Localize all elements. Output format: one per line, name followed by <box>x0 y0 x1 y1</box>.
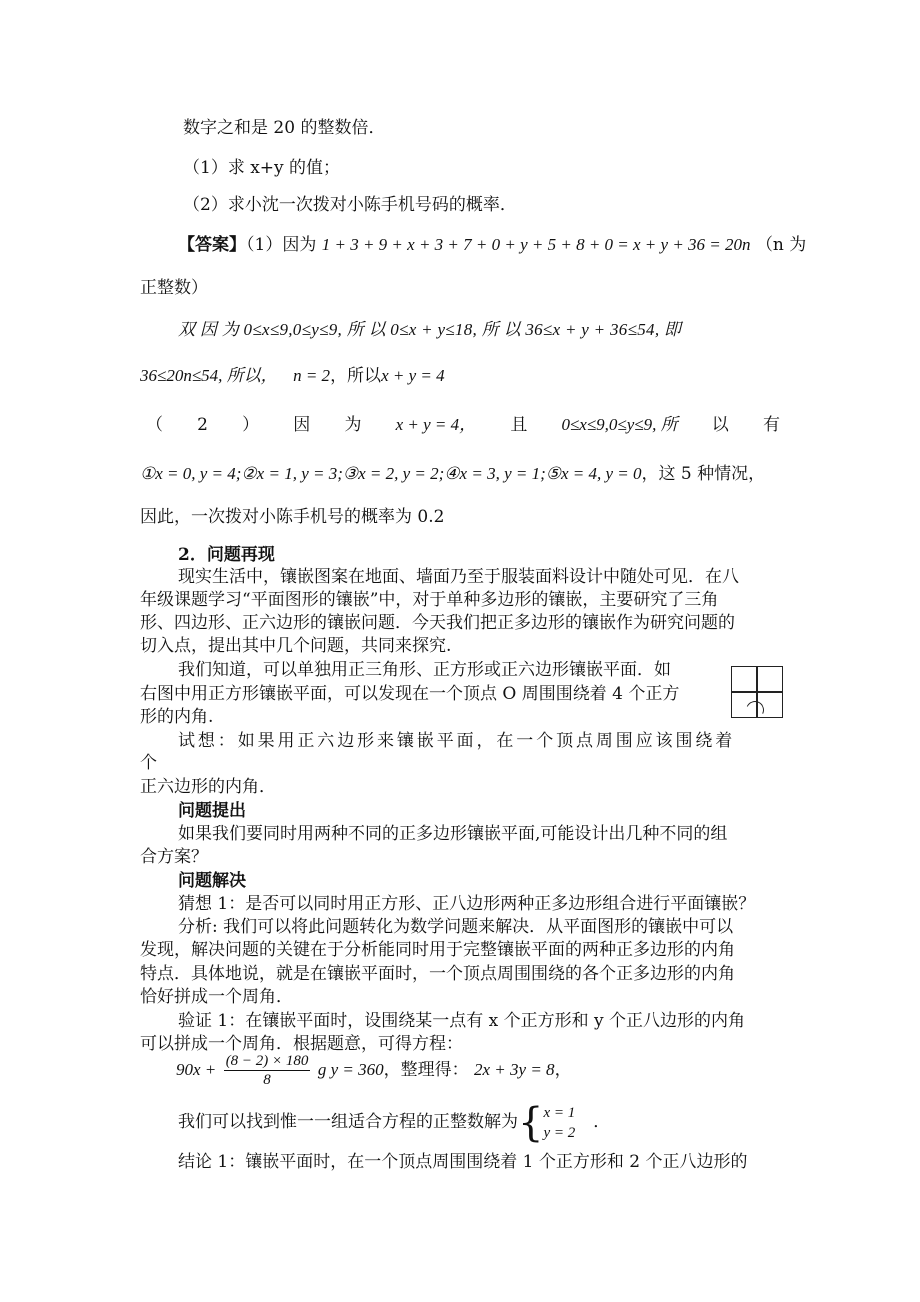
paragraph-line: 特点．具体地说，就是在镶嵌平面时，一个顶点周围围绕的各个正多边形的内角 <box>140 964 735 984</box>
paragraph-line: 形的内角. <box>140 707 214 727</box>
word: 因 <box>293 415 311 435</box>
equation-part: g y = 360 <box>317 1060 384 1079</box>
text-line: 数字之和是 20 的整数倍． <box>183 118 386 138</box>
answer-text: （1）因为 <box>246 235 317 255</box>
answer-text: 正整数） <box>140 278 208 298</box>
paragraph-line: 现实生活中，镶嵌图案在地面、墙面乃至于服装面料设计中随处可见．在八 <box>178 567 739 587</box>
answer-equation: 1 + 3 + 9 + x + 3 + 7 + 0 + y + 5 + 8 + 0 = x + y + 36 = 20n <box>321 235 751 254</box>
paragraph-line: 右图中用正方形镶嵌平面，可以发现在一个顶点 O 周围围绕着 4 个正方 <box>140 684 680 704</box>
paragraph-line: 个 <box>140 753 157 773</box>
question-2: （2）求小沈一次拨对小陈手机号码的概率． <box>183 195 517 215</box>
word: x + y = 4， <box>395 415 477 434</box>
answer-line-2: 双 因 为 0≤x≤9,0≤y≤9, 所 以 0≤x + y≤18, 所 以 36≤x + y + 36≤54, 即 <box>178 320 682 339</box>
subsection-heading: 问题解决 <box>178 871 246 891</box>
solution-line <box>178 1100 610 1144</box>
paragraph-line: 合方案？ <box>140 847 208 867</box>
answer-text: ，这 5 种情况， <box>641 464 766 484</box>
paragraph-line: 试想：如果用正六边形来镶嵌平面，在一个顶点周围应该围绕着 <box>178 731 736 751</box>
word: ） <box>242 415 260 435</box>
answer-equation: n = 2 <box>293 366 331 385</box>
answer-line-4 <box>146 414 780 436</box>
paragraph-line: 我们知道，可以单独用正三角形、正方形或正六边形镶嵌平面．如 <box>178 660 671 680</box>
answer-tag: 【答案】 <box>178 235 246 255</box>
answer-conclusion: 因此，一次拨对小陈手机号的概率为 0.2 <box>140 507 445 527</box>
equation-simplified: 2x + 3y = 8 <box>474 1060 555 1079</box>
word: 以 <box>711 415 729 435</box>
paragraph-line: 年级课题学习“平面图形的镶嵌”中，对于单种多边形的镶嵌，主要研究了三角 <box>140 590 719 610</box>
paragraph-line: 正六边形的内角． <box>140 777 276 797</box>
answer-equation: x + y = 4 <box>381 366 445 385</box>
word: 2 <box>197 415 208 435</box>
answer-text: （n 为 <box>755 235 807 255</box>
word: 0≤x≤9,0≤y≤9, 所 <box>561 415 678 434</box>
word: 有 <box>762 415 780 435</box>
paragraph-text: ． <box>593 1112 611 1132</box>
answer-text: ，所以 <box>330 366 382 386</box>
solution-y: y = 2 <box>543 1124 576 1141</box>
paragraph-line: 分析: 我们可以将此问题转化为数学问题来解决．从平面图形的镶嵌中可以 <box>178 917 734 937</box>
paragraph-line: 猜想 1：是否可以同时用正方形、正八边形两种正多边形组合进行平面镶嵌？ <box>178 894 756 914</box>
equation-line <box>176 1052 572 1089</box>
equation-text: ， <box>554 1060 572 1080</box>
equation-part: 90x + <box>176 1060 217 1079</box>
fraction-denominator: 8 <box>263 1072 271 1088</box>
question-1: （1）求 x+y 的值； <box>183 158 341 178</box>
vertex-angle-arc <box>743 698 766 721</box>
fraction <box>224 1052 311 1089</box>
answer-line-5 <box>140 463 765 485</box>
paragraph-line: 如果我们要同时用两种不同的正多边形镶嵌平面,可能设计出几种不同的组 <box>178 824 728 844</box>
square-tiling-figure <box>731 666 783 718</box>
paragraph-line: 可以拼成一个周角．根据题意，可得方程： <box>140 1034 463 1054</box>
equation-system <box>543 1103 575 1143</box>
paragraph-line: 切入点，提出其中几个问题，共同来探究. <box>140 636 452 656</box>
paragraph-line: 结论 1：镶嵌平面时，在一个顶点周围围绕着 1 个正方形和 2 个正八边形的 <box>178 1152 748 1172</box>
word: （ <box>146 415 163 435</box>
fraction-numerator: (8 − 2) × 180 <box>225 1053 309 1069</box>
paragraph-line: 验证 1：在镶嵌平面时，设围绕某一点有 x 个正方形和 y 个正八边形的内角 <box>178 1011 746 1031</box>
paragraph-text: 我们可以找到惟一一组适合方程的正整数解为 <box>178 1112 518 1132</box>
brace-symbol: { <box>518 1099 544 1146</box>
paragraph-line: 发现，解决问题的关键在于分析能同时用于完整镶嵌平面的两种正多边形的内角 <box>140 940 735 960</box>
solution-x: x = 1 <box>543 1104 576 1121</box>
subsection-heading: 问题提出 <box>178 801 246 821</box>
answer-inequality: 36≤20n≤54, 所以， <box>140 366 278 385</box>
paragraph-line: 恰好拼成一个周角． <box>140 987 293 1007</box>
answer-line-3 <box>140 365 445 387</box>
word: 且 <box>510 415 528 435</box>
equation-text: ，整理得： <box>383 1060 469 1080</box>
paragraph-line: 形、四边形、正六边形的镶嵌问题．今天我们把正多边形的镶嵌作为研究问题的 <box>140 613 735 633</box>
answer-line-1 <box>178 234 806 256</box>
word: 为 <box>344 415 362 435</box>
grid-line <box>732 691 782 693</box>
section-heading: 2．问题再现 <box>178 545 275 565</box>
solution-cases: ①x = 0, y = 4;②x = 1, y = 3;③x = 2, y = 2;④x = 3, y = 1;⑤x = 4, y = 0 <box>140 464 642 483</box>
